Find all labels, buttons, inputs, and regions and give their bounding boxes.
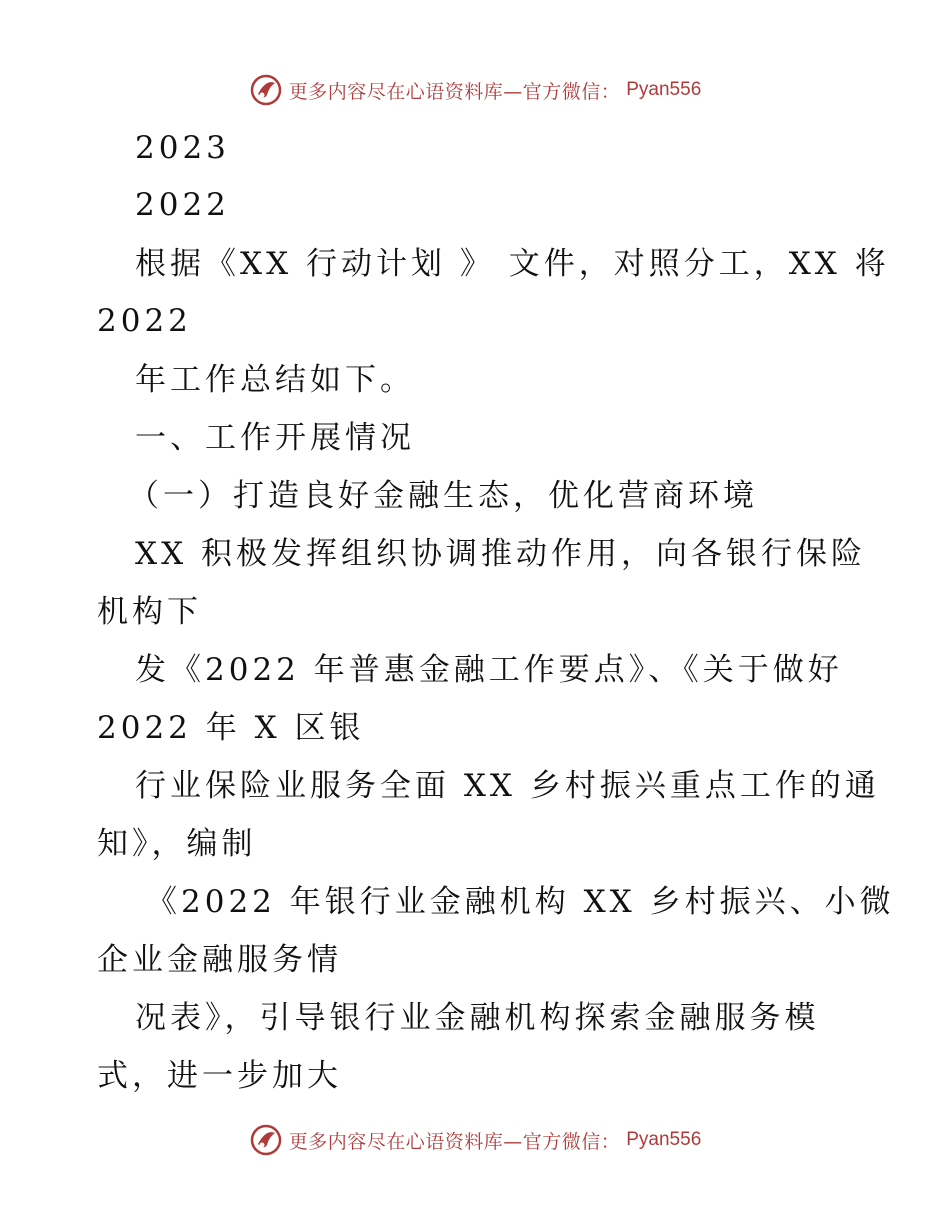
text-line: 2022 年 X 区银	[97, 710, 365, 746]
text-line: 知》，编制	[97, 826, 257, 862]
seal-logo-icon	[249, 1123, 283, 1157]
watermark-text: 更多内容尽在心语资料库—官方微信：	[288, 1130, 621, 1153]
text-line: 发《2022 年普惠金融工作要点》、《关于做好	[135, 652, 843, 688]
text-line: 企业金融服务情	[97, 942, 342, 978]
subsection-heading: （一）打造良好金融生态，优化营商环境	[128, 478, 758, 514]
text-line: 根据《XX 行动计划 》 文件，对照分工，XX 将	[135, 246, 890, 282]
text-line: 行业保险业服务全面 XX 乡村振兴重点工作的通	[135, 768, 880, 804]
seal-logo-icon	[249, 73, 283, 107]
text-line: 2023	[135, 130, 230, 166]
text-line: XX 积极发挥组织协调推动作用，向各银行保险	[135, 536, 866, 572]
text-line: 式，进一步加大	[97, 1058, 342, 1094]
watermark-text: 更多内容尽在心语资料库—官方微信：	[288, 80, 621, 103]
text-line: 况表》，引导银行业金融机构探索金融服务模	[135, 1000, 820, 1036]
header-watermark	[0, 72, 950, 108]
text-line: 机构下	[97, 594, 202, 630]
watermark-handle: Pyan556	[626, 79, 702, 100]
watermark-handle: Pyan556	[626, 1129, 702, 1150]
section-heading: 一、工作开展情况	[135, 420, 415, 456]
text-line: 2022	[135, 187, 230, 223]
footer-watermark	[0, 1122, 950, 1158]
text-line: 年工作总结如下。	[135, 362, 415, 398]
text-line: 《2022 年银行业金融机构 XX 乡村振兴、小微	[146, 884, 895, 920]
text-line: 2022	[97, 303, 192, 339]
